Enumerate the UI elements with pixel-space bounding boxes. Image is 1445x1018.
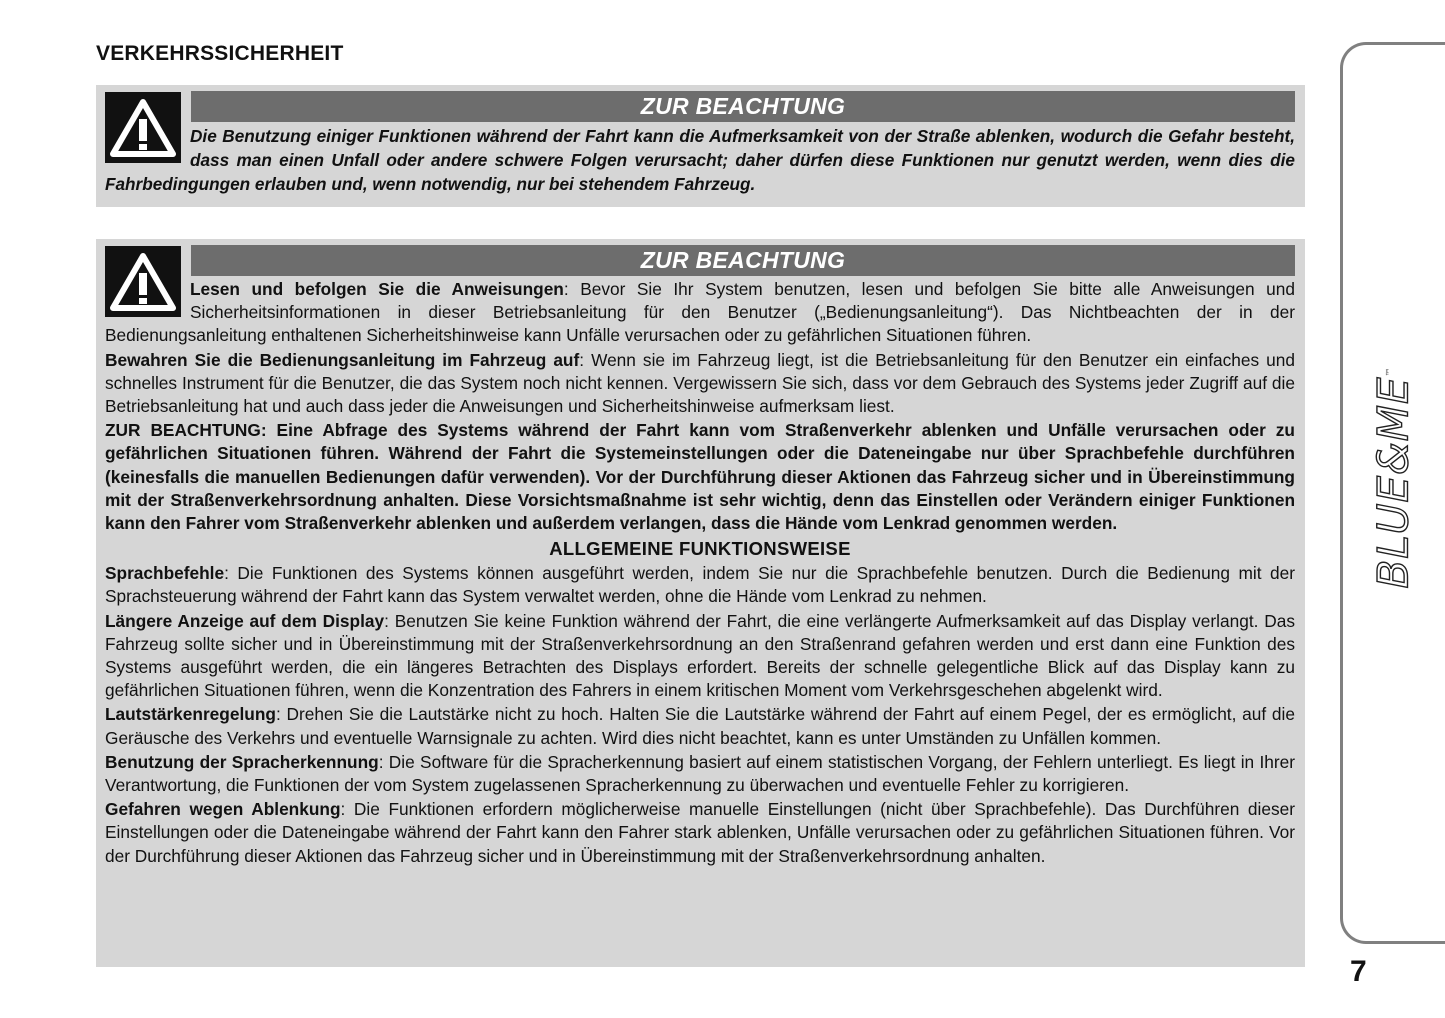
warning-box-instructions [96,239,1305,967]
paragraph-lead: Benutzung der Spracherkennung [105,751,379,772]
warning-header: ZUR BEACHTUNG [191,245,1295,276]
paragraph-body: : Die Software für die Spracherkennung basiert auf einem statistischen Vorgang, der Fehlern unterliegt. Es liegt in Ihrer Verantwortung, die Funktionen der vom System zugelassenen Spracherkennung zu überwachen und eventuelle Fehler zu korrigieren. [105,751,1295,796]
paragraph-voice-commands [105,562,1295,608]
warning-box-distraction [96,85,1305,207]
page-number: 7 [1350,955,1367,988]
warning-triangle-icon [105,92,181,163]
brand-logo [1368,366,1418,589]
warning-triangle-icon [105,246,181,317]
trademark-mark: ™ [1385,366,1396,377]
warning-text: Die Benutzung einiger Funktionen während der Fahrt kann die Aufmerksamkeit von der Straße ablenken, wodurch die Gefahr besteht, dass man einen Unfall oder andere schwere Folgen verursacht; daher dürfen diese Funktionen nur genutzt werden, wenn dies die Fahrbedingungen erlauben und, wenn notwendig, nur bei stehendem Fahrzeug. [105,126,1295,194]
paragraph-body: : Drehen Sie die Lautstärke nicht zu hoch. Halten Sie die Lautstärke während der Fahrt auf einem Pegel, der es ermöglicht, auf die Geräusche des Verkehrs und eventuelle Warnsignale zu achten. Wird dies nicht beachtet, kann es unter Umständen zu Unfällen kommen. [105,704,1295,748]
paragraph-body: : Benutzen Sie keine Funktion während der Fahrt, die eine verlängerte Aufmerksamkeit auf das Display verlangt. Das Fahrzeug sollte sicher und in Übereinstimmung mit der Straßenverkehrsordnung an den Straßenrand gefahren werden und erst dann eine Funktion des Systems ausgeführt werden, die ein längeres Betrachten des Displays erfordert. Bereits der schnelle gelegentliche Blick auf das Display kann zu gefährlichen Situationen führen, wenn die Konzentration des Fahrers in einem kritischen Moment vom Verkehrsgeschehen abgelenkt wird. [105,610,1295,701]
paragraph-read-instructions [105,278,1295,348]
warning-header: ZUR BEACHTUNG [191,91,1295,122]
paragraph-keep-manual [105,349,1295,419]
paragraph-body: : Die Funktionen des Systems können ausgeführt werden, indem Sie nur die Sprachbefehle benutzen. Durch die Bedienung mit der Sprachsteuerung während der Fahrt kann das System verwaltet werden, ohne die Hände vom Lenkrad zu nehmen. [105,563,1295,607]
paragraph-caution: ZUR BEACHTUNG: Eine Abfrage des Systems während der Fahrt kann vom Straßenverkehr ablenken und Unfälle verursachen oder zu gefährlichen Situationen führen. Während der Fahrt die Systemeinstellungen oder die Dateneingabe nur über Sprachbefehle durchführen (keinesfalls die manuellen Bedienungen dafür verwenden). Vor der Durchführung dieser Aktionen das Fahrzeug sicher und in Übereinstimmung mit der Straßenverkehrsordnung anhalten. Diese Vorsichtsmaßnahme ist sehr wichtig, denn das Einstellen oder Verändern einiger Funktionen kann den Fahrer vom Straßenverkehr ablenken und außerdem verlangen, dass die Hände vom Lenkrad genommen werden. [105,420,1295,534]
section-title: VERKEHRSSICHERHEIT [96,42,344,65]
subheading-general-function: ALLGEMEINE FUNKTIONSWEISE [549,538,851,560]
paragraph-lead: Lesen und befolgen Sie die Anweisungen [190,279,564,299]
paragraph-volume [105,703,1295,749]
brand-name: BLUE&ME [1368,376,1418,589]
paragraph-speech-recognition [105,751,1295,797]
paragraph-lead: Bewahren Sie die Bedienungsanleitung im Fahrzeug auf [105,349,580,370]
paragraph-body: : Die Funktionen erfordern möglicherweise manuelle Einstellungen (nicht über Sprachbefehle). Das Durchführen dieser Einstellungen oder die Dateneingabe während der Fahrt kann den Fahrer stark ablenken, Unfälle verursachen oder zu gefährlichen Situationen führen. Vor der Durchführung dieser Aktionen das Fahrzeug sicher und in Übereinstimmung mit der Straßenverkehrsordnung anhalten. [105,799,1295,866]
paragraph-lead: Längere Anzeige auf dem Display [105,610,385,631]
paragraph-body: : Bevor Sie Ihr System benutzen, lesen und befolgen Sie bitte alle Anweisungen und Sicherheitsinformationen in dieser Betriebsanleitung für den Benutzer („Bedienungsanleitung“). Das Nichtbeachten der in der Bedienungsanleitung enthaltenen Sicherheitshinweise kann Unfälle verursachen oder zu gefährlichen Situationen führen. [105,279,1295,346]
paragraph-display [105,610,1295,703]
paragraph-distraction [105,798,1295,868]
paragraph-lead: Lautstärkenregelung [105,704,276,725]
paragraph-lead: Gefahren wegen Ablenkung [105,799,341,820]
paragraph-lead: Sprachbefehle [105,563,225,584]
paragraph-body: : Wenn sie im Fahrzeug liegt, ist die Betriebsanleitung für den Benutzer ein einfaches und schnelles Instrument für die Benutzer, die das System noch nicht kennen. Vergewissern Sie sich, dass vor dem Gebrauch des Systems jeder Zugriff auf die Betriebsanleitung hat und auch dass jeder die Anweisungen und Sicherheitshinweise aufmerksam liest. [105,349,1295,417]
